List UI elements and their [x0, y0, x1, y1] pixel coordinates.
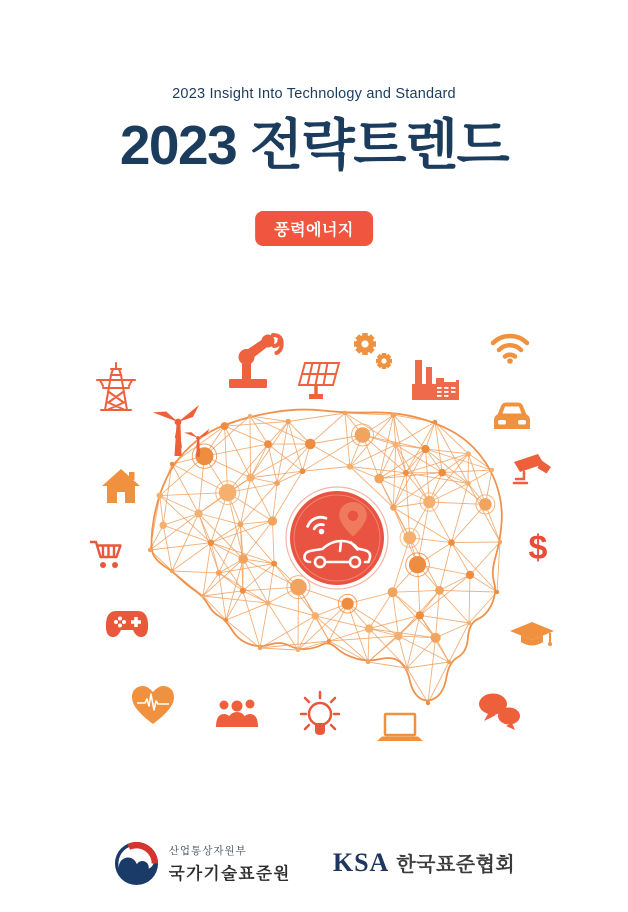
people-group-icon [213, 696, 261, 728]
solar-panel-icon [297, 357, 343, 403]
shopping-cart-icon [89, 538, 125, 572]
robot-arm-icon [221, 332, 285, 390]
ksa-name-label: 한국표준협회 [396, 854, 516, 876]
series-subtitle: 2023 Insight Into Technology and Standard [172, 86, 456, 102]
ksa-logo [333, 848, 515, 878]
dollar-sign-icon [524, 528, 552, 566]
gov-ministry-label: 산업통상자원부 [168, 844, 247, 857]
graduation-cap-icon [509, 621, 555, 651]
transmission-tower-icon [96, 360, 136, 412]
cctv-camera-icon [512, 452, 554, 486]
wind-turbine-icon [152, 392, 212, 462]
gov-agency-label: 국가기술표준원 [168, 864, 291, 883]
heart-pulse-icon [130, 684, 176, 726]
wifi-icon [490, 330, 530, 364]
light-bulb-icon [300, 690, 340, 744]
factory-icon [410, 358, 460, 402]
topic-badge: 풍력에너지 [255, 211, 373, 246]
footer-logos [0, 833, 628, 893]
house-icon [101, 467, 141, 505]
game-controller-icon [104, 608, 150, 640]
connected-car-icon [286, 487, 388, 589]
ksa-abbr-label: KSA [332, 848, 390, 877]
government-logo [113, 840, 291, 887]
government-emblem-icon [113, 840, 160, 887]
page-title: 2023 전략트렌드 [119, 114, 509, 176]
speech-bubbles-icon [477, 692, 521, 730]
car-icon [490, 399, 534, 433]
brain-network-illustration [0, 310, 628, 770]
gears-icon [349, 328, 397, 374]
svg-text:$: $ [528, 529, 548, 567]
laptop-icon [374, 712, 426, 746]
